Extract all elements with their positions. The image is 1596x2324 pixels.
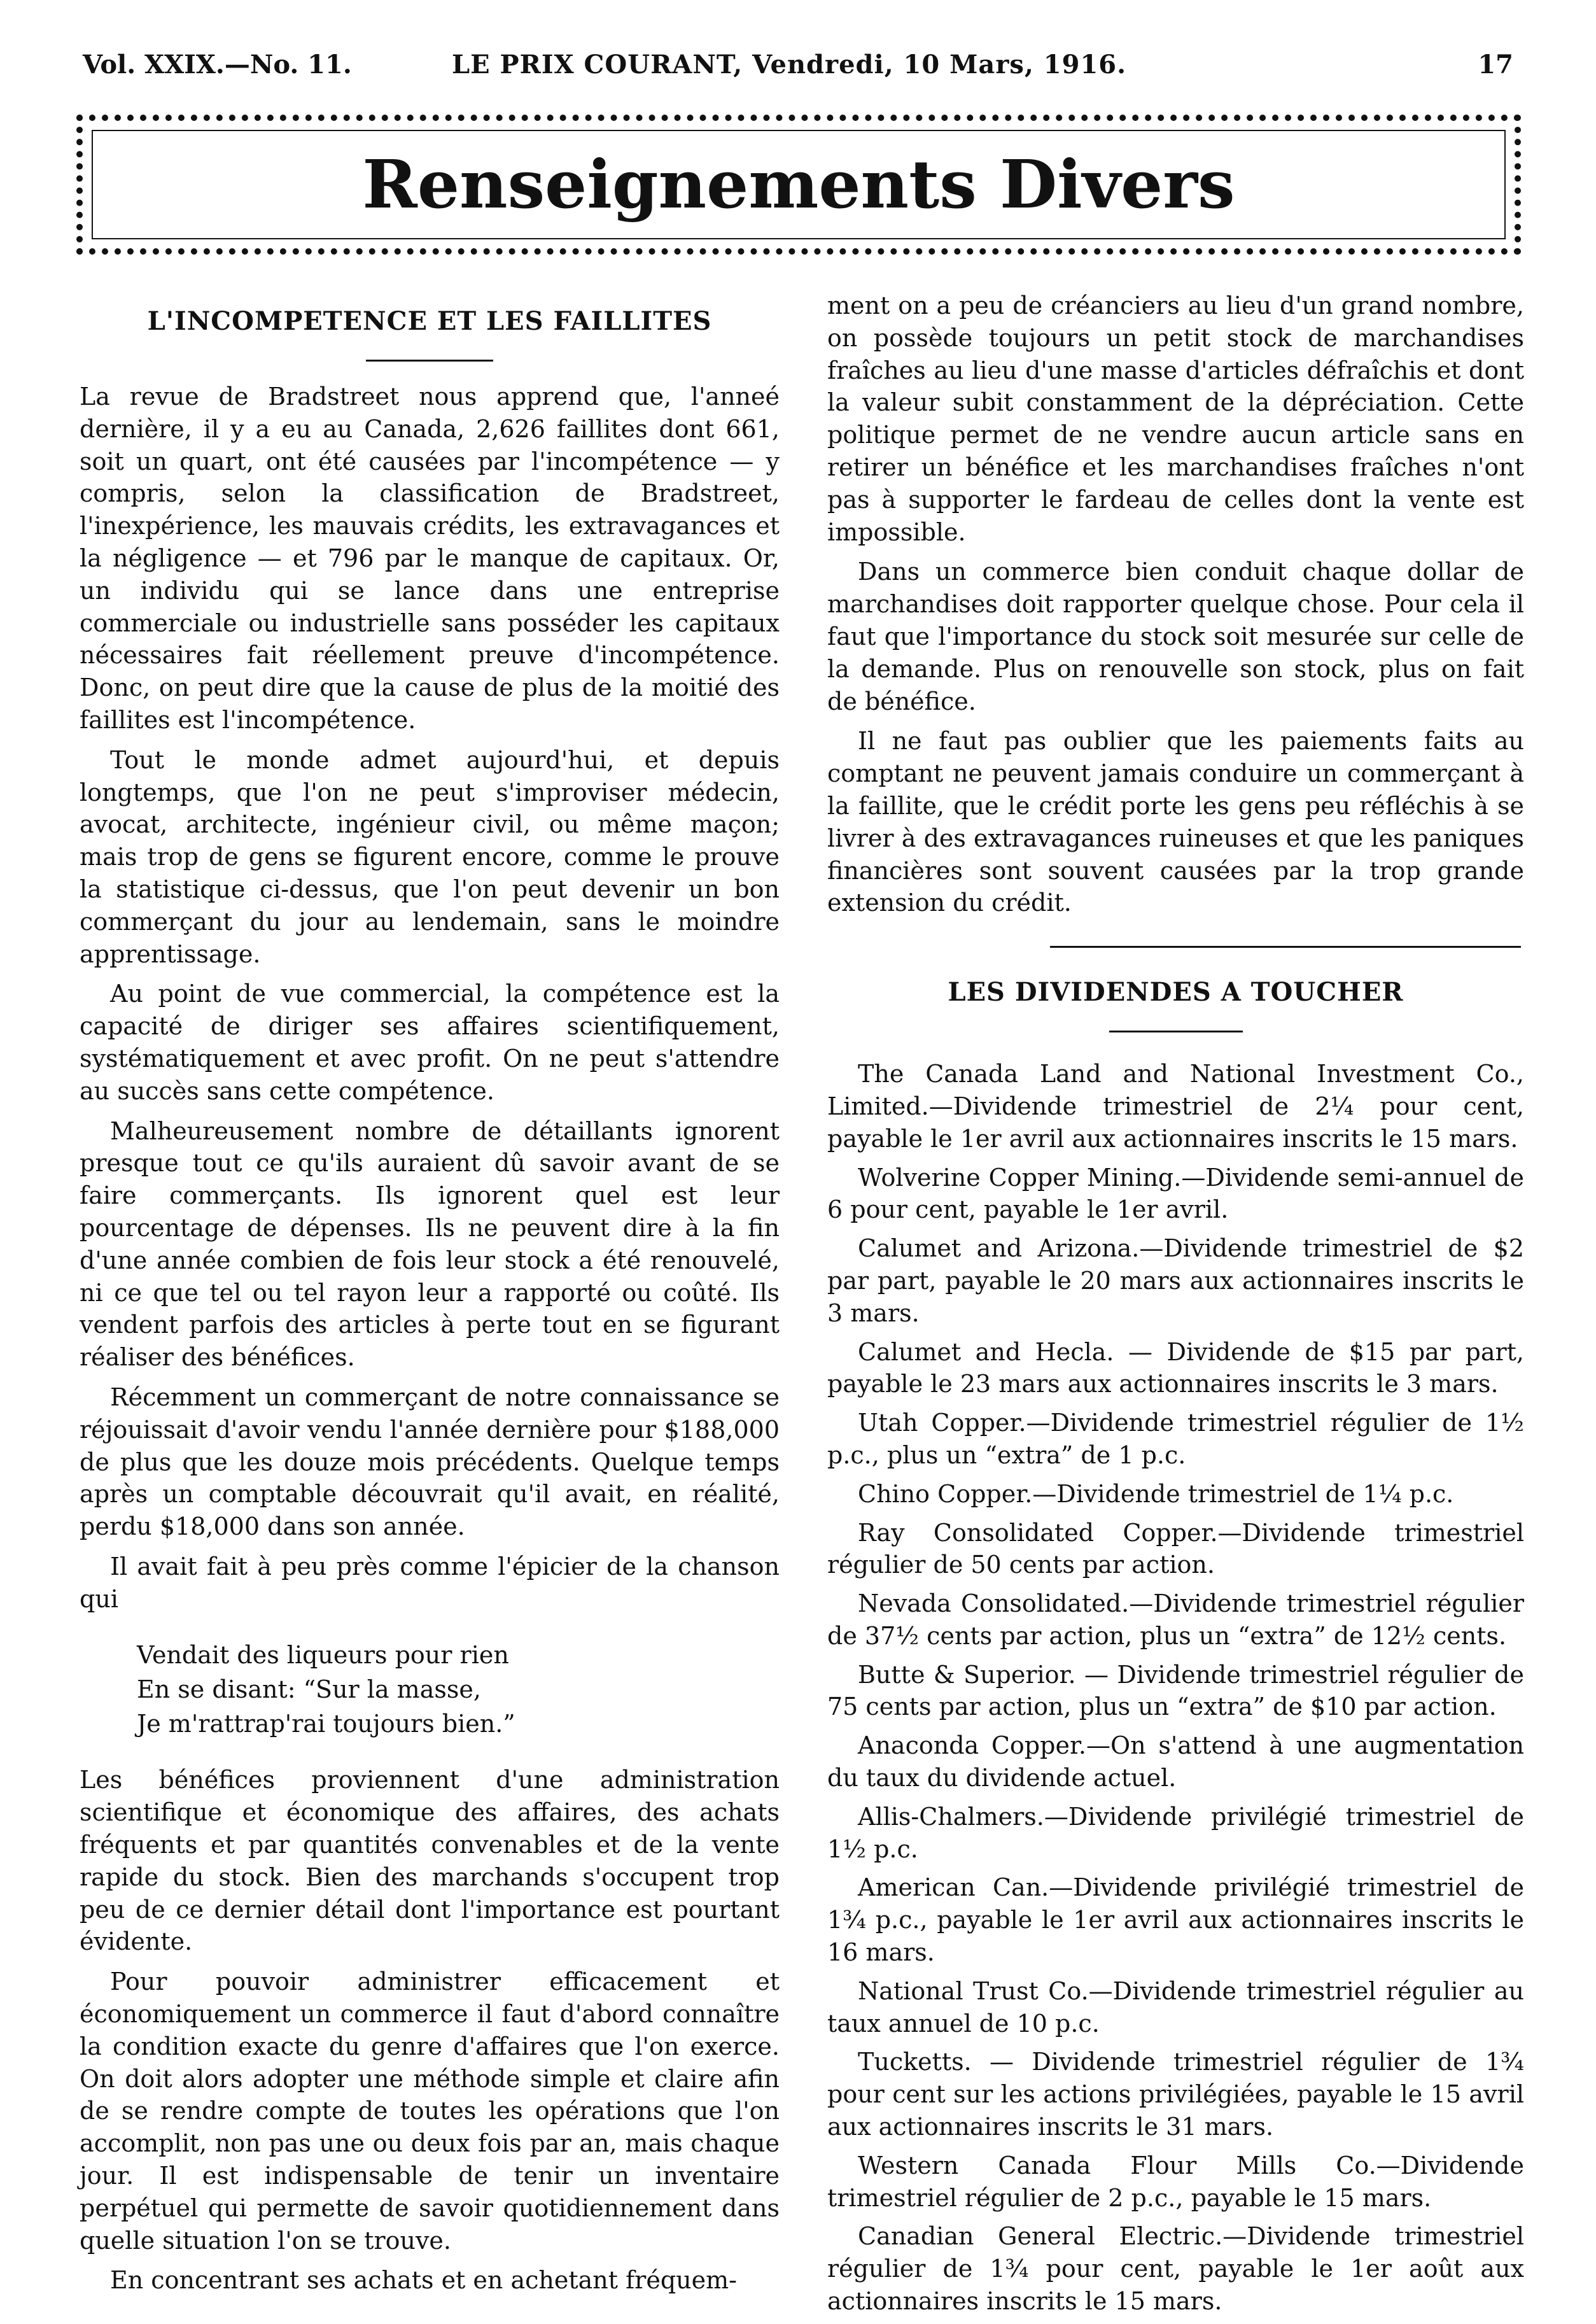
paragraph: Récemment un commerçant de notre connaissance se réjouissait d'avoir vendu l'année dernière pour $188,000 de plus que les douze mois précédents. Quelque temps après un comptable découvrait qu'il avait, en réalité, perdu $18,000 dans son année. — [80, 1383, 780, 1541]
running-header — [83, 46, 1513, 84]
dividend-item: Chino Copper.—Dividende trimestriel de 1¼ p.c. — [858, 1479, 1454, 1508]
dividend-item: Calumet and Arizona.—Dividende trimestriel de $2 par part, payable le 20 mars aux actionnaires inscrits le 3 mars. — [827, 1234, 1524, 1327]
dividend-item: Utah Copper.—Dividende trimestriel régulier de 1½ p.c., plus un “extra” de 1 p.c. — [827, 1409, 1524, 1469]
right-column — [827, 290, 1524, 2324]
verse-line: En se disant: “Sur la masse, — [137, 1675, 481, 1704]
paragraph: Malheureusement nombre de détaillants ignorent presque tout ce qu'ils auraient dû savoir avant de se faire commerçants. Ils ignorent quel est leur pourcentage de dépenses. Ils ne peuvent dire à la fin d'une année combien de fois leur stock a été renouvelé, ni ce que tel ou tel rayon leur a rapporté ou coûté. Ils vendent parfois des articles à perte tout en se figurant réaliser des bénéfices. — [80, 1116, 780, 1372]
article-heading-dividends: LES DIVIDENDES A TOUCHER — [948, 977, 1404, 1008]
verse-line: Je m'rattrap'rai toujours bien.” — [137, 1710, 515, 1738]
dividend-item: Anaconda Copper.—On s'attend à une augmentation du taux du dividende actuel. — [827, 1731, 1524, 1792]
paragraph: Tout le monde admet aujourd'hui, et depuis longtemps, que l'on ne peut s'improviser médecin, avocat, architecte, ingénieur civil, ou même maçon; mais trop de gens se figurent encore, comme le prouve la statistique ci-dessus, que l'on peut devenir un bon commerçant du jour au lendemain, sans le moindre apprentissage. — [80, 745, 780, 968]
publication-title: LE PRIX COURANT, Vendredi, 10 Mars, 1916. — [452, 50, 1127, 80]
left-column — [80, 290, 780, 2304]
heading-rule — [366, 360, 493, 362]
article-heading-incompetence: L'INCOMPETENCE ET LES FAILLITES — [147, 306, 712, 336]
dividend-item: Nevada Consolidated.—Dividende trimestriel régulier de 37½ cents par action, plus un “extra” de 12½ cents. — [827, 1589, 1524, 1650]
paragraph: Les bénéfices proviennent d'une administration scientifique et économique des affaires, des achats fréquents et par quantités convenables et de la vente rapide du stock. Bien des marchands s'occupent trop peu de ce dernier détail dont l'importance est pourtant évidente. — [80, 1766, 780, 1956]
dividend-item: National Trust Co.—Dividende trimestriel régulier au taux annuel de 10 p.c. — [827, 1976, 1524, 2038]
paragraph: Au point de vue commercial, la compétence est la capacité de diriger ses affaires scientifiquement, systématiquement et avec profit. On ne peut s'attendre au succès sans cette compétence. — [80, 980, 780, 1105]
volume-number: Vol. XXIX.—No. 11. — [83, 50, 352, 80]
heading-rule — [1109, 1031, 1243, 1032]
paragraph: Dans un commerce bien conduit chaque dollar de marchandises doit rapporter quelque chose. Pour cela il faut que l'importance du stock soit mesurée sur celle de la demande. Plus on renouvelle son stock, plus on fait de bénéfice. — [827, 558, 1524, 715]
paragraph: Pour pouvoir administrer efficacement et économiquement un commerce il faut d'abord connaître la condition exacte du genre d'affaires que l'on exerce. On doit alors adopter une méthode simple et claire afin de se rendre compte de toutes les opérations que l'on accomplit, non pas une ou deux fois par an, mais chaque jour. Il est indispensable de tenir un inventaire perpétuel qui permette de savoir quotidiennement dans quelle situation l'on se trouve. — [80, 1968, 780, 2255]
dividend-item: Allis-Chalmers.—Dividende privilégié trimestriel de 1½ p.c. — [827, 1802, 1524, 1863]
paragraph: Il avait fait à peu près comme l'épicier de la chanson qui — [80, 1552, 780, 1613]
dividend-item: Western Canada Flour Mills Co.—Dividende trimestriel régulier de 2 p.c., payable le 15 mars. — [827, 2151, 1524, 2212]
paragraph: En concentrant ses achats et en achetant fréquem- — [110, 2266, 737, 2295]
dividend-item: Canadian General Electric.—Dividende trimestriel régulier de 1¾ pour cent, payable le 1er août aux actionnaires inscrits le 15 mars. — [827, 2222, 1524, 2316]
dividend-item: Calumet and Hecla. — Dividende de $15 par part, payable le 23 mars aux actionnaires inscrits le 3 mars. — [827, 1337, 1524, 1398]
dividend-item: Butte & Superior. — Dividende trimestriel régulier de 75 cents par action, plus un “extra” de $10 par action. — [827, 1660, 1524, 1721]
banner-title: Renseignements Divers — [362, 145, 1235, 223]
section-divider — [1050, 946, 1521, 948]
dividend-item: Tucketts. — Dividende trimestriel régulier de 1¾ pour cent sur les actions privilégiées, payable le 15 avril aux actionnaires inscrits le 31 mars. — [827, 2048, 1524, 2141]
paragraph: La revue de Bradstreet nous apprend que, l'anneé dernière, il y a eu au Canada, 2,626 faillites dont 661, soit un quart, ont été causées par l'incompétence — y compris, selon la classification de Bradstreet, l'inexpérience, les mauvais crédits, les extravagances et la négligence — et 796 par le manque de capitaux. Or, un individu qui se lance dans une entreprise commerciale ou industrielle sans posséder les capitaux nécessaires fait réellement preuve d'incompétence. Donc, on peut dire que la cause de plus de la moitié des faillites est l'incompétence. — [80, 383, 780, 734]
dividend-item: Wolverine Copper Mining.—Dividende semi-annuel de 6 pour cent, payable le 1er avril. — [827, 1163, 1524, 1224]
verse-line: Vendait des liqueurs pour rien — [137, 1641, 509, 1670]
dividend-list — [827, 1058, 1524, 2318]
dividend-item: American Can.—Dividende privilégié trimestriel de 1¾ p.c., payable le 1er avril aux actionnaires inscrits le 16 mars. — [827, 1873, 1524, 1967]
section-banner — [76, 115, 1521, 255]
paragraph: Il ne faut pas oublier que les paiements faits au comptant ne peuvent jamais conduire un commerçant à la faillite, que le crédit porte les gens peu réfléchis à se livrer à des extravagances ruineuses et que les paniques financières sont souvent causées par la trop grande extension du crédit. — [827, 727, 1524, 917]
page-number: 17 — [1478, 50, 1513, 80]
dividend-item: The Canada Land and National Investment Co., Limited.—Dividende trimestriel de 2¼ pour cent, payable le 1er avril aux actionnaires inscrits le 15 mars. — [827, 1060, 1524, 1153]
dividend-item: Ray Consolidated Copper.—Dividende trimestriel régulier de 50 cents par action. — [827, 1518, 1524, 1579]
song-verse — [137, 1638, 780, 1741]
paragraph-continued: ment on a peu de créanciers au lieu d'un grand nombre, on possède toujours un petit stock de marchandises fraîches au lieu d'une masse d'articles défraîchis et dont la valeur subit constamment de la dépréciation. Cette politique permet de ne vendre aucun article sans en retirer un bénéfice et les marchandises fraîches n'ont pas à supporter le fardeau de celles dont la vente est impossible. — [827, 292, 1524, 546]
